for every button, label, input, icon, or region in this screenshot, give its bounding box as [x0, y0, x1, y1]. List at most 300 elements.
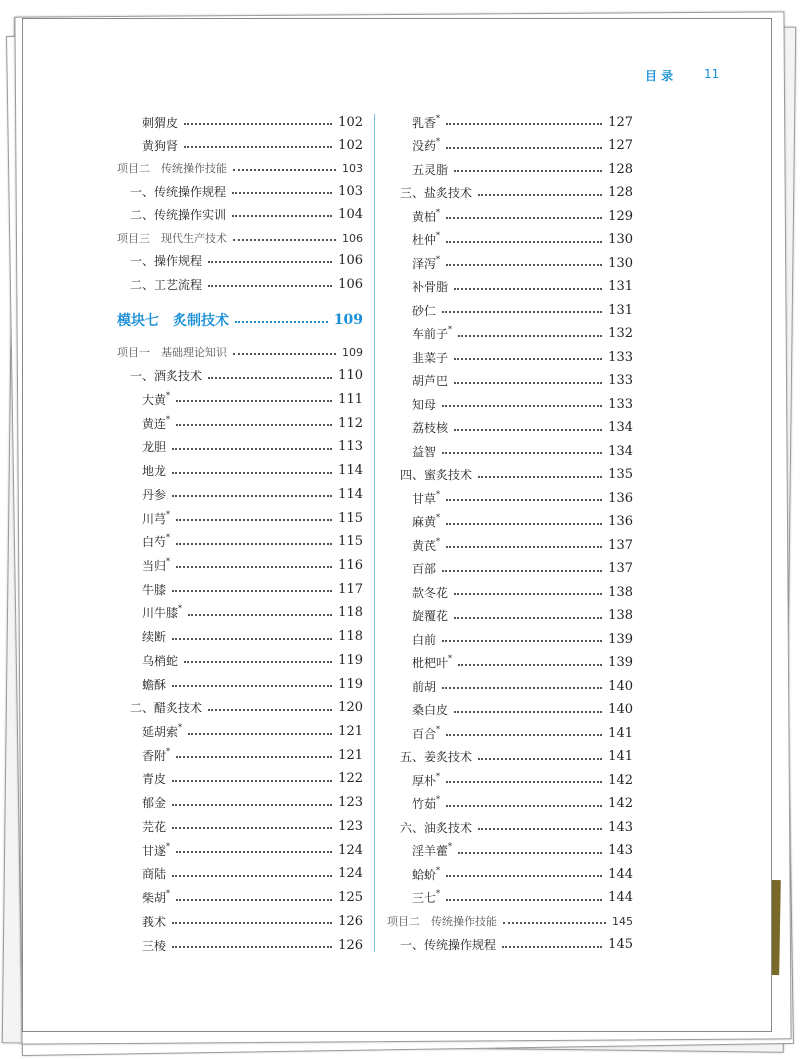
dot-leader [446, 899, 602, 901]
toc-entry-page: 139 [608, 655, 633, 671]
toc-entry[interactable] [412, 230, 633, 250]
toc-entry-title: 商陆 [142, 867, 167, 882]
key-item-star-marker: * [166, 556, 171, 566]
dot-leader [176, 519, 332, 521]
key-item-star-marker: * [436, 724, 441, 734]
dot-leader [188, 614, 332, 616]
dot-leader [442, 640, 602, 642]
dot-leader [172, 827, 332, 829]
toc-entry[interactable] [142, 674, 363, 694]
toc-entry[interactable] [142, 135, 363, 155]
toc-entry[interactable] [412, 770, 633, 790]
dot-leader [446, 123, 602, 125]
toc-entry-page: 141 [608, 749, 633, 765]
toc-entry-page: 133 [608, 396, 633, 412]
toc-entry-title: 益智 [412, 444, 437, 459]
toc-entry[interactable] [412, 418, 633, 438]
toc-entry[interactable] [142, 627, 363, 647]
key-item-star-marker: * [436, 889, 441, 899]
toc-entry-title: 模块七 炙制技术 [117, 313, 229, 329]
toc-entry[interactable] [142, 579, 363, 599]
toc-entry[interactable] [412, 794, 633, 814]
toc-entry-page: 121 [338, 747, 363, 763]
key-item-star-marker: * [166, 841, 171, 851]
dot-leader [233, 239, 336, 241]
toc-entry[interactable] [142, 840, 363, 860]
toc-entry-page: 124 [338, 842, 363, 858]
toc-entry-title: 丹参 [142, 487, 167, 502]
dot-leader [176, 424, 332, 426]
key-item-star-marker: * [436, 536, 441, 546]
toc-entry-title: 续断 [142, 630, 167, 645]
key-item-star-marker: * [448, 842, 453, 852]
toc-entry[interactable] [412, 512, 633, 532]
toc-entry[interactable] [412, 629, 633, 649]
dot-leader [208, 709, 332, 711]
key-item-star-marker: * [178, 723, 183, 733]
toc-entry[interactable] [117, 342, 363, 362]
toc-entry-page: 114 [338, 486, 363, 502]
toc-entry-page: 102 [338, 114, 363, 130]
toc-entry-title: 二、工艺流程 [130, 277, 203, 292]
toc-entry-title: 龙胆 [142, 440, 167, 455]
key-item-star-marker: * [436, 231, 441, 241]
toc-entry[interactable] [130, 366, 363, 386]
toc-entry-page: 114 [338, 463, 363, 479]
toc-entry-title: 黄连 [142, 416, 167, 431]
toc-entry[interactable] [412, 723, 633, 743]
toc-entry-page: 143 [608, 819, 633, 835]
toc-entry-title: 知母 [412, 397, 437, 412]
dot-leader [208, 285, 332, 287]
dot-leader [446, 147, 602, 149]
toc-entry-title: 一、传统操作规程 [400, 938, 497, 953]
toc-entry[interactable] [412, 441, 633, 461]
dot-leader [184, 146, 332, 148]
toc-entry[interactable] [412, 324, 633, 344]
toc-entry[interactable] [400, 747, 633, 767]
toc-entry[interactable] [412, 159, 633, 179]
toc-entry-title: 当归 [142, 558, 167, 573]
toc-entry-page: 115 [338, 510, 363, 526]
dot-leader [172, 590, 332, 592]
toc-entry-title: 桑白皮 [412, 703, 449, 718]
dot-leader [454, 382, 602, 384]
toc-entry-title: 大黄 [142, 392, 167, 407]
dot-leader [172, 922, 332, 924]
toc-entry-page: 131 [608, 279, 633, 295]
toc-entry-title: 川牛膝 [142, 606, 179, 621]
toc-entry-page: 131 [608, 302, 633, 318]
toc-entry-page: 145 [612, 914, 633, 928]
toc-entry-page: 111 [338, 391, 363, 407]
dot-leader [454, 711, 602, 713]
toc-entry-title: 地龙 [142, 464, 167, 479]
dot-leader [176, 756, 332, 758]
toc-entry[interactable] [142, 793, 363, 813]
toc-entry[interactable] [130, 274, 363, 294]
toc-entry-title: 郁金 [142, 796, 167, 811]
toc-entry-title: 香附 [142, 748, 167, 763]
toc-entry-title: 乌梢蛇 [142, 653, 179, 668]
key-item-star-marker: * [178, 604, 183, 614]
toc-entry-page: 135 [608, 467, 633, 483]
toc-entry-title: 柴胡 [142, 891, 167, 906]
key-item-star-marker: * [436, 795, 441, 805]
toc-entry-page: 127 [608, 114, 633, 130]
toc-entry-title: 百合 [412, 726, 437, 741]
dot-leader [176, 851, 332, 853]
dot-leader [442, 687, 602, 689]
toc-entry[interactable] [400, 817, 633, 837]
dot-leader [208, 377, 332, 379]
toc-entry-page: 134 [608, 443, 633, 459]
toc-entry-title: 项目一 基础理论知识 [117, 346, 227, 359]
toc-entry-page: 126 [338, 913, 363, 929]
toc-entry[interactable] [117, 228, 363, 248]
toc-entry-title: 淫羊藿 [412, 844, 449, 859]
toc-entry-title: 一、酒炙技术 [130, 369, 203, 384]
toc-entry-page: 123 [338, 795, 363, 811]
toc-entry-title: 百部 [412, 562, 437, 577]
toc-entry[interactable] [142, 508, 363, 528]
toc-entry[interactable] [412, 535, 633, 555]
dot-leader [188, 733, 332, 735]
dot-leader [442, 311, 602, 313]
key-item-star-marker: * [448, 654, 453, 664]
toc-entry-page: 117 [338, 581, 363, 597]
toc-entry-page: 123 [338, 818, 363, 834]
toc-entry[interactable] [412, 136, 633, 156]
toc-entry[interactable] [130, 181, 363, 201]
toc-entry[interactable] [412, 864, 633, 884]
dot-leader [184, 661, 332, 663]
toc-entry-title: 蛤蚧 [412, 867, 437, 882]
key-item-star-marker: * [448, 325, 453, 335]
dot-leader [172, 804, 332, 806]
dot-leader [478, 476, 602, 478]
toc-entry-title: 刺猬皮 [142, 115, 179, 130]
toc-entry[interactable] [117, 158, 363, 178]
toc-entry-title: 项目二 传统操作技能 [387, 915, 497, 929]
dot-leader [454, 170, 602, 172]
toc-entry-page: 122 [338, 771, 363, 787]
toc-entry-title: 没药 [412, 139, 437, 153]
toc-entry-title: 莪术 [142, 914, 167, 929]
toc-entry-title: 白芍 [142, 535, 167, 550]
toc-entry-page: 142 [608, 772, 633, 788]
key-item-star-marker: * [436, 865, 441, 875]
toc-entry-title: 杜仲 [412, 233, 437, 248]
toc-entry[interactable] [412, 888, 633, 908]
toc-entry-title: 五灵脂 [412, 162, 449, 177]
toc-entry-page: 110 [338, 368, 363, 384]
toc-entry-title: 白前 [412, 632, 437, 647]
toc-entry-page: 106 [338, 252, 363, 268]
toc-entry-page: 103 [342, 161, 363, 175]
toc-entry-title: 黄柏 [412, 209, 437, 224]
dot-leader [172, 946, 332, 948]
toc-entry-page: 118 [338, 605, 363, 621]
toc-entry-page: 144 [608, 890, 633, 906]
dot-leader [446, 264, 602, 266]
toc-entry-page: 132 [608, 326, 633, 342]
toc-entry[interactable] [142, 888, 363, 908]
toc-entry-title: 三、盐炙技术 [400, 186, 473, 201]
toc-entry-title: 黄狗肾 [142, 138, 179, 153]
toc-entry[interactable] [412, 371, 633, 391]
toc-entry-title: 砂仁 [412, 303, 437, 318]
dot-leader [454, 358, 602, 360]
dot-leader [176, 400, 332, 402]
toc-entry[interactable] [130, 698, 363, 718]
toc-entry-page: 109 [342, 345, 363, 359]
key-item-star-marker: * [166, 533, 171, 543]
dot-leader [232, 215, 332, 217]
dot-leader [172, 875, 332, 877]
dot-leader [172, 448, 332, 450]
column-divider [374, 114, 375, 952]
running-header-title: 目 录 [645, 69, 674, 83]
toc-entry[interactable] [130, 250, 363, 270]
toc-entry-page: 128 [608, 161, 633, 177]
toc-entry-page: 134 [608, 420, 633, 436]
toc-entry-page: 133 [608, 373, 633, 389]
key-item-star-marker: * [436, 113, 441, 123]
toc-entry-title: 车前子 [412, 327, 449, 342]
dot-leader [446, 217, 602, 219]
toc-entry[interactable] [142, 112, 363, 132]
toc-entry[interactable] [412, 700, 633, 720]
toc-entry-title: 三棱 [142, 938, 167, 953]
dot-leader [502, 946, 602, 948]
toc-entry-title: 项目二 传统操作技能 [117, 162, 227, 175]
toc-entry[interactable] [412, 277, 633, 297]
toc-entry[interactable] [142, 935, 363, 955]
toc-entry-title: 一、传统操作规程 [130, 184, 227, 199]
toc-entry-title: 胡芦巴 [412, 374, 449, 389]
toc-entry[interactable] [142, 650, 363, 670]
dot-leader [503, 922, 606, 924]
toc-entry[interactable] [412, 347, 633, 367]
toc-entry[interactable] [142, 532, 363, 552]
toc-entry-title: 前胡 [412, 679, 437, 694]
toc-entry-title: 二、传统操作实训 [130, 207, 227, 222]
toc-entry-title: 甘草 [412, 491, 437, 506]
toc-entry[interactable] [142, 461, 363, 481]
dot-leader [478, 194, 602, 196]
toc-entry-page: 119 [338, 652, 363, 668]
dot-leader [454, 288, 602, 290]
toc-entry-page: 143 [608, 843, 633, 859]
toc-entry-page: 106 [342, 231, 363, 245]
toc-entry[interactable] [142, 437, 363, 457]
dot-leader [172, 472, 332, 474]
toc-entry-page: 137 [608, 537, 633, 553]
key-item-star-marker: * [436, 254, 441, 264]
toc-entry-title: 青皮 [142, 772, 167, 787]
dot-leader [232, 192, 332, 194]
dot-leader [184, 123, 332, 125]
key-item-star-marker: * [436, 137, 441, 146]
toc-entry-page: 103 [338, 183, 363, 199]
dot-leader [233, 169, 336, 171]
toc-entry[interactable] [412, 841, 633, 861]
toc-entry[interactable] [412, 112, 633, 132]
toc-entry-page: 125 [338, 890, 363, 906]
toc-entry[interactable] [412, 653, 633, 673]
toc-entry-page: 113 [338, 439, 363, 455]
toc-entry-page: 145 [608, 937, 633, 953]
toc-entry-title: 牛膝 [142, 582, 167, 597]
toc-entry-page: 121 [338, 724, 363, 740]
toc-entry-page: 136 [608, 490, 633, 506]
dot-leader [454, 429, 602, 431]
toc-entry-page: 138 [608, 584, 633, 600]
toc-entry-title: 四、蜜炙技术 [400, 468, 473, 483]
toc-entry-page: 102 [338, 137, 363, 153]
dot-leader [172, 638, 332, 640]
toc-entry-title: 厚朴 [412, 773, 437, 788]
toc-entry-title: 一、操作规程 [130, 253, 203, 268]
toc-entry-title: 乳香 [412, 115, 437, 130]
toc-entry-page: 118 [338, 629, 363, 645]
toc-entry-title: 韭菜子 [412, 350, 449, 365]
dot-leader [233, 353, 336, 355]
toc-entry-title: 蟾酥 [142, 677, 167, 692]
key-item-star-marker: * [166, 746, 171, 756]
toc-entry-page: 116 [338, 557, 363, 573]
toc-entry-title: 荔枝核 [412, 421, 449, 436]
toc-entry-title: 二、醋炙技术 [130, 701, 203, 716]
dot-leader [458, 664, 602, 666]
toc-entry[interactable] [142, 603, 363, 623]
toc-entry-page: 133 [608, 349, 633, 365]
toc-entry[interactable] [142, 555, 363, 575]
toc-entry-page: 130 [608, 232, 633, 248]
toc-entry[interactable] [412, 676, 633, 696]
toc-entry-title: 五、姜炙技术 [400, 750, 473, 765]
toc-entry-title: 六、油炙技术 [400, 820, 473, 835]
key-item-star-marker: * [436, 771, 441, 781]
dot-leader [454, 617, 602, 619]
toc-entry[interactable] [142, 769, 363, 789]
toc-entry[interactable] [142, 864, 363, 884]
toc-entry-page: 120 [338, 700, 363, 716]
toc-entry[interactable] [412, 606, 633, 626]
dot-leader [172, 780, 332, 782]
key-item-star-marker: * [166, 509, 171, 519]
dot-leader [235, 321, 328, 323]
toc-entry-page: 106 [338, 276, 363, 292]
toc-entry[interactable] [412, 206, 633, 226]
toc-entry-page: 129 [608, 208, 633, 224]
toc-entry[interactable] [412, 559, 633, 579]
dot-leader [442, 405, 602, 407]
dot-leader [446, 781, 602, 783]
toc-entry-page: 140 [608, 678, 633, 694]
key-item-star-marker: * [436, 489, 441, 499]
dot-leader [446, 546, 602, 548]
dot-leader [172, 495, 332, 497]
toc-entry[interactable] [142, 389, 363, 409]
key-item-star-marker: * [436, 207, 441, 217]
dot-leader [442, 452, 602, 454]
toc-entry[interactable] [400, 935, 633, 955]
toc-entry-page: 130 [608, 255, 633, 271]
toc-entry[interactable] [142, 413, 363, 433]
toc-entry-page: 136 [608, 514, 633, 530]
toc-entry[interactable] [412, 253, 633, 273]
toc-entry-page: 142 [608, 796, 633, 812]
toc-entry[interactable] [130, 204, 363, 224]
toc-entry-title: 芫花 [142, 819, 167, 834]
toc-entry[interactable] [412, 488, 633, 508]
key-item-star-marker: * [436, 513, 441, 523]
dot-leader [446, 734, 602, 736]
toc-entry[interactable] [117, 310, 363, 330]
toc-entry-title: 三七 [412, 891, 437, 906]
toc-entry-page: 137 [608, 561, 633, 577]
toc-entry-title: 款冬花 [412, 585, 449, 600]
key-item-star-marker: * [166, 390, 171, 400]
toc-entry[interactable] [400, 183, 633, 203]
dot-leader [446, 499, 602, 501]
toc-entry[interactable] [412, 582, 633, 602]
toc-entry[interactable] [412, 394, 633, 414]
toc-entry-page: 127 [608, 138, 633, 153]
dot-leader [176, 566, 332, 568]
toc-entry-title: 竹茹 [412, 797, 437, 812]
toc-entry[interactable] [142, 745, 363, 765]
toc-entry-page: 144 [608, 866, 633, 882]
toc-entry[interactable] [142, 816, 363, 836]
toc-entry[interactable] [142, 484, 363, 504]
dot-leader [478, 828, 602, 830]
dot-leader [446, 805, 602, 807]
dot-leader [172, 685, 332, 687]
dot-leader [458, 852, 602, 854]
page-number: 11 [704, 67, 720, 81]
key-item-star-marker: * [166, 414, 171, 424]
dot-leader [446, 875, 602, 877]
toc-entry-page: 138 [608, 608, 633, 624]
toc-entry-page: 119 [338, 676, 363, 692]
toc-entry-title: 泽泻 [412, 256, 437, 271]
toc-entry[interactable] [400, 465, 633, 485]
toc-entry-page: 104 [338, 206, 363, 222]
dot-leader [442, 570, 602, 572]
toc-entry-title: 项目三 现代生产技术 [117, 232, 227, 245]
dot-leader [176, 543, 332, 545]
toc-entry-title: 麻黄 [412, 515, 437, 530]
dot-leader [478, 758, 602, 760]
toc-entry[interactable] [387, 911, 633, 931]
toc-entry-page: 126 [338, 937, 363, 953]
toc-entry-page: 115 [338, 534, 363, 550]
dot-leader [176, 899, 332, 901]
toc-entry-title: 枇杷叶 [412, 656, 449, 671]
toc-entry-page: 109 [333, 312, 363, 328]
toc-entry-page: 140 [608, 702, 633, 718]
toc-entry[interactable] [142, 722, 363, 742]
toc-entry-title: 黄芪 [412, 538, 437, 553]
toc-entry[interactable] [412, 300, 633, 320]
toc-entry-title: 旋覆花 [412, 609, 449, 624]
toc-entry-page: 139 [608, 631, 633, 647]
toc-entry[interactable] [142, 911, 363, 931]
toc-entry-title: 甘遂 [142, 843, 167, 858]
